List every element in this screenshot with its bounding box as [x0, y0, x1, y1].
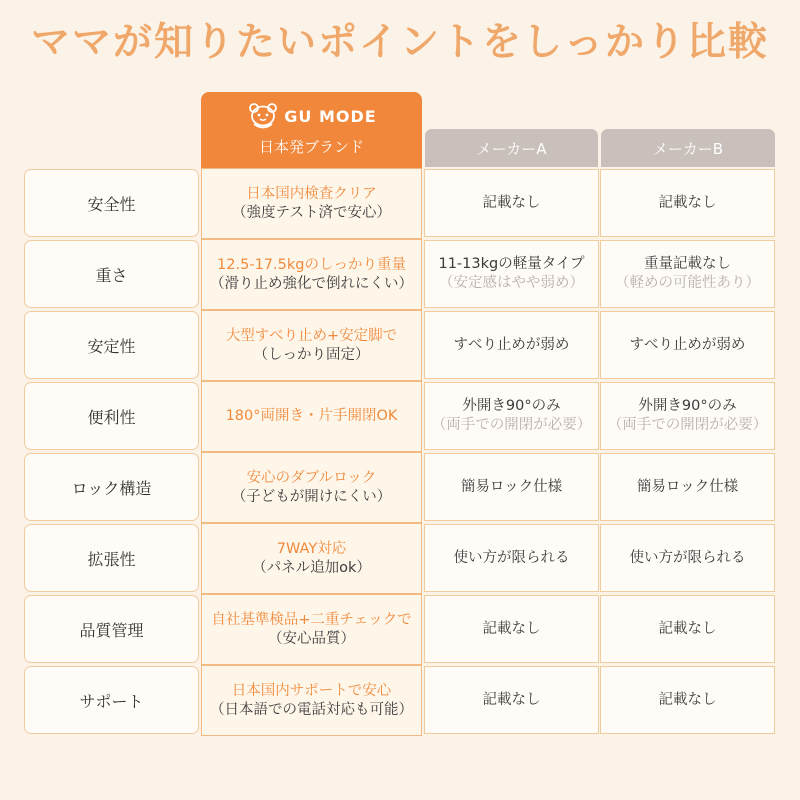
brand-cell-note: （安心品質）: [268, 630, 355, 647]
maker-b-header: メーカーB: [601, 129, 775, 167]
brand-cell: [201, 168, 422, 239]
maker-a-cell-note: （安定感はやや弱め）: [439, 275, 584, 291]
maker-b-cell-note: （両手での開閉が必要）: [607, 417, 768, 433]
brand-cell: [201, 594, 422, 665]
maker-b-cell-main: 記載なし: [658, 194, 717, 211]
maker-a-cell: [424, 453, 599, 521]
row-label: サポート: [24, 666, 199, 734]
maker-a-cell: [424, 666, 599, 734]
brand-cell-main: 自社基準検品+二重チェックで: [211, 611, 412, 628]
brand-logo: [201, 100, 422, 132]
maker-b-cell: [600, 169, 775, 237]
row-label: 便利性: [24, 382, 199, 450]
maker-b-cell-main: 簡易ロック仕様: [636, 478, 739, 495]
maker-a-cell-main: すべり止めが弱め: [453, 336, 570, 353]
brand-subtitle: 日本発ブランド: [258, 138, 364, 156]
bear-mascot-icon: [246, 101, 280, 131]
row-label: 品質管理: [24, 595, 199, 663]
maker-b-cell: [600, 595, 775, 663]
maker-b-cell: [600, 311, 775, 379]
maker-b-cell-main: 記載なし: [658, 691, 717, 708]
maker-a-cell: [424, 311, 599, 379]
maker-b-cell-main: 記載なし: [658, 620, 717, 637]
maker-a-cell-main: 記載なし: [482, 691, 541, 708]
brand-cell: [201, 239, 422, 310]
brand-cell: [201, 381, 422, 452]
maker-a-cell-main: 使い方が限られる: [453, 549, 570, 566]
maker-a-cell-main: 記載なし: [482, 194, 541, 211]
brand-cell-main: 日本国内検査クリア: [246, 185, 377, 202]
maker-b-cell-main: 重量記載なし: [644, 256, 731, 272]
maker-a-cell: [424, 382, 599, 450]
maker-b-cell-note: （軽めの可能性あり）: [615, 275, 760, 291]
brand-cell-main: 7WAY対応: [276, 540, 347, 557]
brand-cell: [201, 310, 422, 381]
brand-cell-main: 安心のダブルロック: [246, 469, 377, 486]
brand-cell-main: 12.5-17.5kgのしっかり重量: [217, 256, 406, 273]
maker-a-cell-main: 外開き90°のみ: [462, 398, 561, 414]
maker-a-cell: [424, 524, 599, 592]
maker-b-cell-main: 使い方が限られる: [629, 549, 746, 566]
maker-b-cell: [600, 524, 775, 592]
maker-a-header: メーカーA: [425, 129, 598, 167]
maker-b-cell: [600, 666, 775, 734]
maker-a-cell: [424, 595, 599, 663]
maker-b-cell-main: 外開き90°のみ: [638, 398, 737, 414]
maker-a-cell-main: 記載なし: [482, 620, 541, 637]
maker-b-cell: [600, 453, 775, 521]
brand-cell-note: （日本語での電話対応も可能）: [210, 701, 413, 718]
maker-a-cell: [424, 240, 599, 308]
maker-a-cell-main: 11-13kgの軽量タイプ: [438, 256, 585, 272]
row-label: 重さ: [24, 240, 199, 308]
row-label: 安全性: [24, 169, 199, 237]
brand-cell: [201, 665, 422, 736]
brand-cell-main: 大型すべり止め+安定脚で: [225, 327, 398, 344]
brand-cell-main: 日本国内サポートで安心: [231, 682, 392, 699]
row-label: ロック構造: [24, 453, 199, 521]
brand-cell-note: （滑り止め強化で倒れにくい）: [210, 275, 413, 292]
page-title: ママが知りたいポイントをしっかり比較: [30, 20, 769, 65]
brand-cell-note: （パネル追加ok）: [252, 559, 371, 576]
maker-b-cell-main: すべり止めが弱め: [629, 336, 746, 353]
row-label: 拡張性: [24, 524, 199, 592]
maker-a-cell: [424, 169, 599, 237]
maker-b-cell: [600, 382, 775, 450]
brand-cell: [201, 452, 422, 523]
brand-cell: [201, 523, 422, 594]
brand-cell-main: 180°両開き・片手開閉OK: [225, 408, 398, 424]
row-label: 安定性: [24, 311, 199, 379]
brand-cell-note: （しっかり固定）: [253, 346, 370, 363]
maker-a-cell-note: （両手での開閉が必要）: [431, 417, 592, 433]
brand-cell-note: （強度テスト済で安心）: [232, 204, 391, 221]
brand-column-header: [201, 92, 422, 168]
maker-a-cell-main: 簡易ロック仕様: [460, 478, 563, 495]
maker-b-cell: [600, 240, 775, 308]
brand-cell-note: （子どもが開けにくい）: [231, 488, 392, 505]
brand-name: GU MODE: [284, 106, 377, 126]
